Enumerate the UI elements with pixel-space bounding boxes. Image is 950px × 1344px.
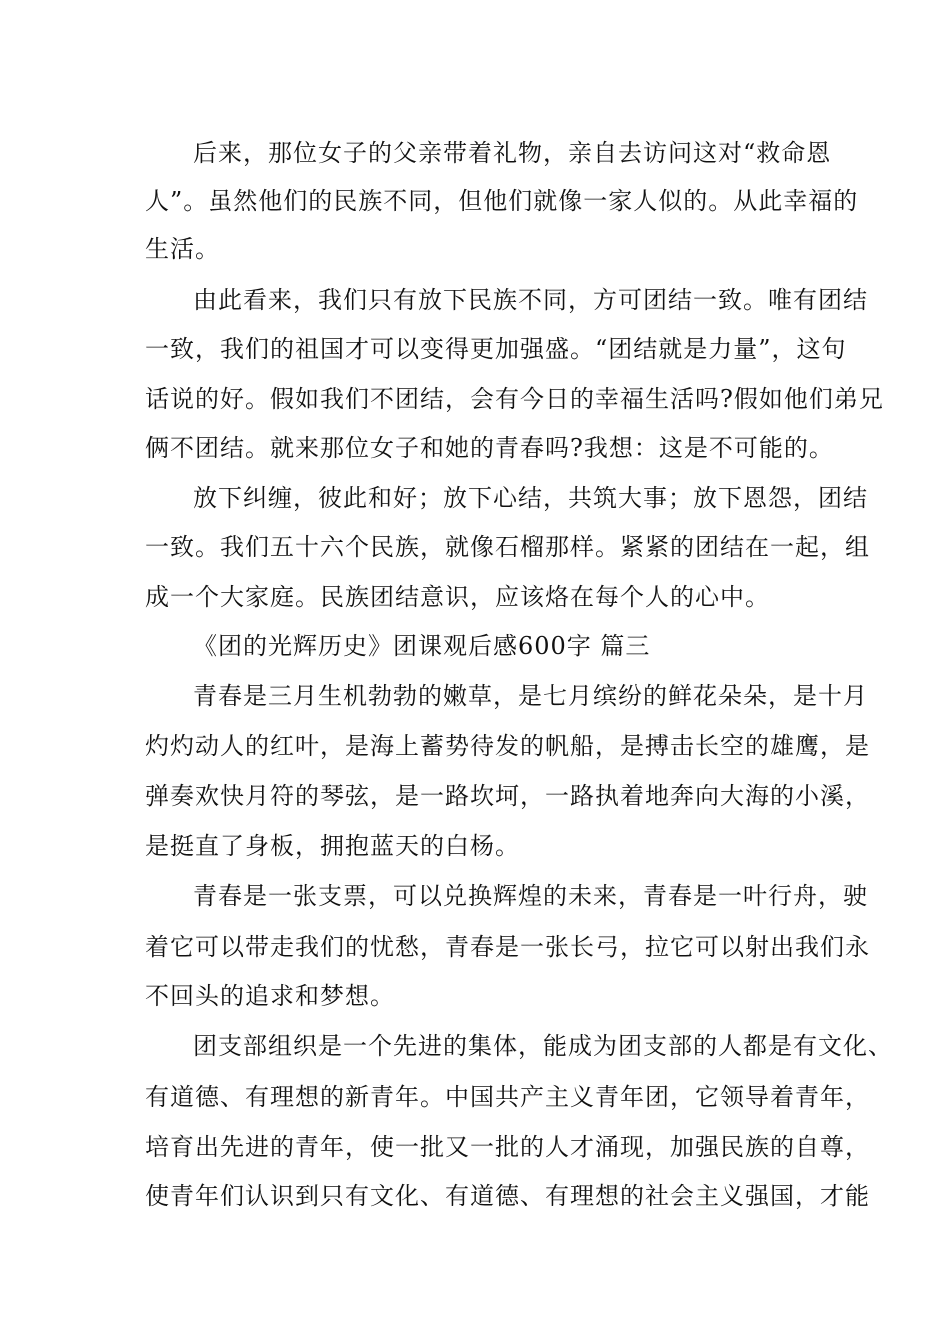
- paragraph-3-line-1: 放下纠缠，彼此和好；放下心结，共筑大事；放下恩怨，团结: [193, 484, 868, 512]
- paragraph-6-line-2: 有道德、有理想的新青年。中国共产主义青年团，它领导着青年，: [145, 1083, 870, 1111]
- paragraph-2-line-2: 一致，我们的祖国才可以变得更加强盛。“团结就是力量”，这句: [145, 335, 847, 363]
- paragraph-4-line-2: 灼灼动人的红叶，是海上蓄势待发的帆船，是搏击长空的雄鹰，是: [145, 732, 870, 760]
- paragraph-3-line-3: 成一个大家庭。民族团结意识，应该烙在每个人的心中。: [145, 583, 770, 611]
- paragraph-6-line-4: 使青年们认识到只有文化、有道德、有理想的社会主义强国，才能: [145, 1182, 870, 1210]
- paragraph-6-line-3: 培育出先进的青年，使一批又一批的人才涌现，加强民族的自尊，: [145, 1133, 870, 1161]
- paragraph-4-line-4: 是挺直了身板，拥抱蓝天的白杨。: [145, 832, 520, 860]
- paragraph-2-line-1: 由此看来，我们只有放下民族不同，方可团结一致。唯有团结: [193, 286, 868, 314]
- paragraph-1-line-1: 后来，那位女子的父亲带着礼物，亲自去访问这对“救命恩: [193, 139, 832, 167]
- section-heading: 《团的光辉历史》团课观后感600字 篇三: [193, 632, 651, 660]
- paragraph-1-line-2: 人”。虽然他们的民族不同，但他们就像一家人似的。从此幸福的: [145, 187, 859, 215]
- paragraph-1-line-3: 生活。: [145, 235, 220, 263]
- paragraph-4-line-3: 弹奏欢快月符的琴弦，是一路坎坷，一路执着地奔向大海的小溪，: [145, 782, 870, 810]
- paragraph-6-line-1: 团支部组织是一个先进的集体，能成为团支部的人都是有文化、: [193, 1032, 893, 1060]
- paragraph-2-line-4: 俩不团结。就来那位女子和她的青春吗?我想：这是不可能的。: [145, 434, 834, 462]
- paragraph-5-line-3: 不回头的追求和梦想。: [145, 982, 395, 1010]
- paragraph-2-line-3: 话说的好。假如我们不团结，会有今日的幸福生活吗?假如他们弟兄: [145, 385, 884, 413]
- paragraph-5-line-2: 着它可以带走我们的忧愁，青春是一张长弓，拉它可以射出我们永: [145, 933, 870, 961]
- paragraph-4-line-1: 青春是三月生机勃勃的嫩草，是七月缤纷的鲜花朵朵，是十月: [193, 682, 868, 710]
- paragraph-3-line-2: 一致。我们五十六个民族，就像石榴那样。紧紧的团结在一起，组: [145, 533, 870, 561]
- paragraph-5-line-1: 青春是一张支票，可以兑换辉煌的未来，青春是一叶行舟，驶: [193, 882, 868, 910]
